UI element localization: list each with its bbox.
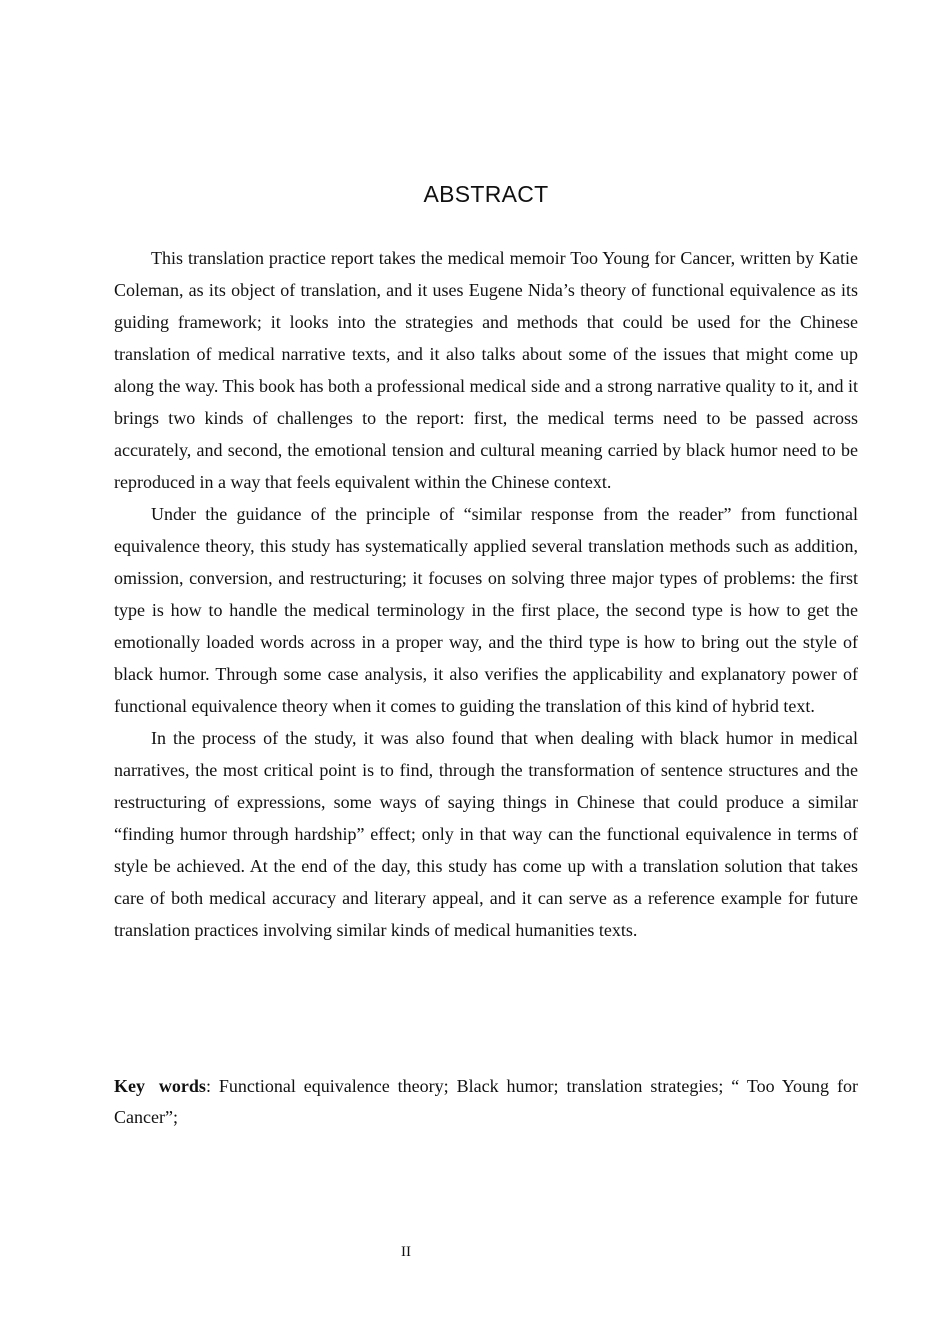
- abstract-paragraph-2: Under the guidance of the principle of “similar response from the reader” from functional equivalence theory, this study has systematically applied several translation methods such as addition, omission, conversion, and restructuring; it focuses on solving three major types of problems: the first type is how to handle the medical terminology in the first place, the second type is how to get the emotionally loaded words across in a proper way, and the third type is how to bring out the style of black humor. Through some case analysis, it also verifies the applicability and explanatory power of functional equivalence theory when it comes to guiding the translation of this kind of hybrid text.: [114, 504, 858, 716]
- keywords-text: Functional equivalence theory; Black humor; translation strategies; “ Too Young for Cancer”;: [114, 1076, 858, 1127]
- abstract-paragraph-3: In the process of the study, it was also found that when dealing with black humor in medical narratives, the most critical point is to find, through the transformation of sentence structures and the restructuring of expressions, some ways of saying things in Chinese that could produce a similar “finding humor through hardship” effect; only in that way can the functional equivalence in terms of style be achieved. At the end of the day, this study has come up with a translation solution that takes care of both medical accuracy and literary appeal, and it can serve as a reference example for future translation practices involving similar kinds of medical humanities texts.: [114, 728, 858, 940]
- abstract-paragraph-1: This translation practice report takes the medical memoir Too Young for Cancer, written by Katie Coleman, as its object of translation, and it uses Eugene Nida’s theory of functional equivalence as its guiding framework; it looks into the strategies and methods that could be used for the Chinese translation of medical narrative texts, and it also talks about some of the issues that might come up along the way. This book has both a professional medical side and a strong narrative quality to it, and it brings two kinds of challenges to the report: first, the medical terms need to be passed across accurately, and second, the emotional tension and cultural meaning carried by black humor need to be reproduced in a way that feels equivalent within the Chinese context.: [114, 248, 858, 492]
- keywords-line: [114, 1071, 858, 1133]
- keywords-separator: :: [205, 1076, 219, 1096]
- abstract-body: [114, 242, 858, 946]
- page-number: II: [401, 1244, 411, 1260]
- keywords-label: Key words: [114, 1076, 206, 1096]
- abstract-title: ABSTRACT: [423, 181, 549, 207]
